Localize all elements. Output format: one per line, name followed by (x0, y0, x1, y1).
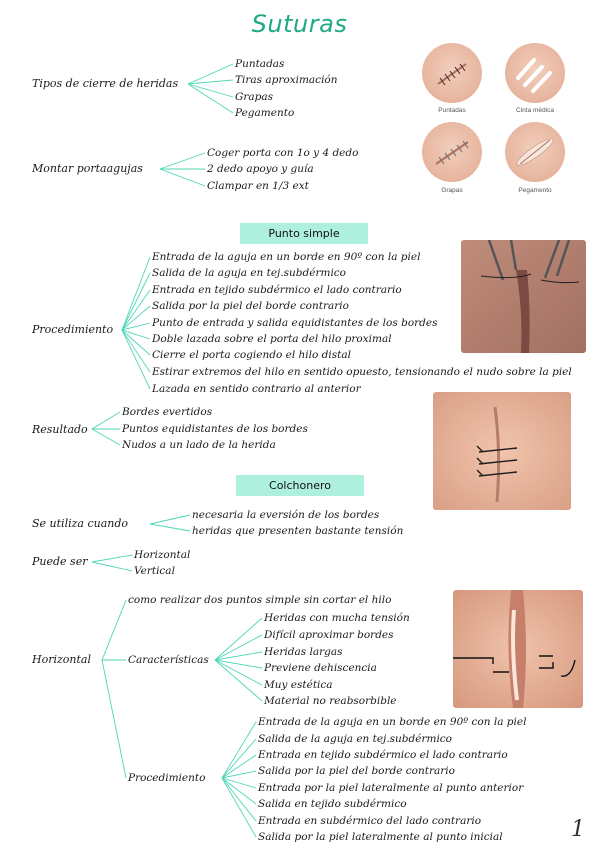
figure-caption: Puntadas (438, 107, 466, 114)
figure-caption: Grapas (441, 187, 463, 194)
stitches-illustration (422, 43, 482, 103)
resultado-item: Nudos a un lado de la herida (122, 439, 276, 451)
resultado-item: Bordes evertidos (122, 406, 213, 418)
tipos-item: Grapas (235, 91, 274, 103)
puede-ser-label: Puede ser (32, 555, 88, 568)
colchonero-step: Entrada por la piel lateralmente al punto anterior (258, 782, 524, 794)
colchonero-step: Salida por la piel del borde contrario (258, 765, 455, 777)
procedimiento-step: Lazada en sentido contrario al anterior (152, 383, 361, 395)
colchonero-step: Salida de la aguja en tej.subdérmico (258, 733, 452, 745)
page-number: 1 (571, 817, 585, 842)
montar-label: Montar portaagujas (32, 162, 143, 175)
caracteristica-item: Material no reabsorbible (264, 695, 397, 707)
procedimiento-step: Entrada de la aguja en un borde en 90º con la piel (152, 251, 421, 263)
caracteristica-item: Previene dehiscencia (264, 662, 377, 674)
se-utiliza-label: Se utiliza cuando (32, 517, 129, 530)
horizontal-intro: como realizar dos puntos simple sin cortar el hilo (128, 594, 392, 606)
page-title: Suturas (251, 10, 348, 38)
horizontal-label: Horizontal (32, 653, 91, 666)
simple-stitch-result-photo (433, 392, 571, 510)
figure-caption: Cinta médica (516, 107, 554, 114)
glue-illustration (505, 122, 565, 182)
figure-caption: Pegamento (518, 187, 552, 194)
colchonero-banner: Colchonero (236, 475, 364, 496)
se-utiliza-item: heridas que presenten bastante tensión (192, 525, 404, 537)
puede-ser-item: Horizontal (134, 549, 191, 561)
caracteristica-item: Heridas con mucha tensión (264, 612, 410, 624)
tipos-item: Tiras aproximación (235, 74, 338, 86)
resultado-item: Puntos equidistantes de los bordes (122, 423, 308, 435)
colchonero-step: Entrada en tejido subdérmico el lado contrario (258, 749, 508, 761)
staples-illustration (422, 122, 482, 182)
procedimiento-label: Procedimiento (32, 323, 114, 336)
closure-types-figure (412, 40, 577, 200)
procedimiento-step: Estirar extremos del hilo en sentido opuesto, tensionando el nudo sobre la piel (152, 366, 572, 378)
puede-ser-item: Vertical (134, 565, 175, 577)
procedimiento-step: Salida de la aguja en tej.subdérmico (152, 267, 346, 279)
colchonero-step: Salida por la piel lateralmente al punto inicial (258, 831, 503, 843)
procedimiento-step: Cierre el porta cogiendo el hilo distal (152, 349, 351, 361)
mattress-stitch-photo (453, 590, 583, 708)
montar-item: 2 dedo apoyo y guía (207, 163, 314, 175)
caracteristica-item: Difícil aproximar bordes (264, 629, 394, 641)
tipos-item: Pegamento (235, 107, 295, 119)
se-utiliza-item: necesaria la eversión de los bordes (192, 509, 380, 521)
colchonero-step: Salida en tejido subdérmico (258, 798, 407, 810)
resultado-label: Resultado (32, 423, 88, 436)
procedimiento-step: Doble lazada sobre el porta del hilo proximal (152, 333, 392, 345)
tipos-item: Puntadas (235, 58, 285, 70)
caracteristica-item: Heridas largas (264, 646, 343, 658)
suture-procedure-photo (461, 240, 586, 353)
colchonero-procedimiento-label: Procedimiento (128, 772, 206, 784)
colchonero-step: Entrada en subdérmico del lado contrario (258, 815, 482, 827)
punto-simple-banner: Punto simple (240, 223, 368, 244)
colchonero-step: Entrada de la aguja en un borde en 90º con la piel (258, 716, 527, 728)
procedimiento-step: Entrada en tejido subdérmico el lado contrario (152, 284, 402, 296)
caracteristica-item: Muy estética (264, 679, 333, 691)
procedimiento-step: Salida por la piel del borde contrario (152, 300, 349, 312)
caracteristicas-label: Características (128, 654, 209, 666)
procedimiento-step: Punto de entrada y salida equidistantes de los bordes (152, 317, 438, 329)
tipos-label: Tipos de cierre de heridas (32, 77, 179, 90)
montar-item: Clampar en 1/3 ext (207, 180, 309, 192)
tape-illustration (505, 43, 565, 103)
montar-item: Coger porta con 1o y 4 dedo (207, 147, 359, 159)
